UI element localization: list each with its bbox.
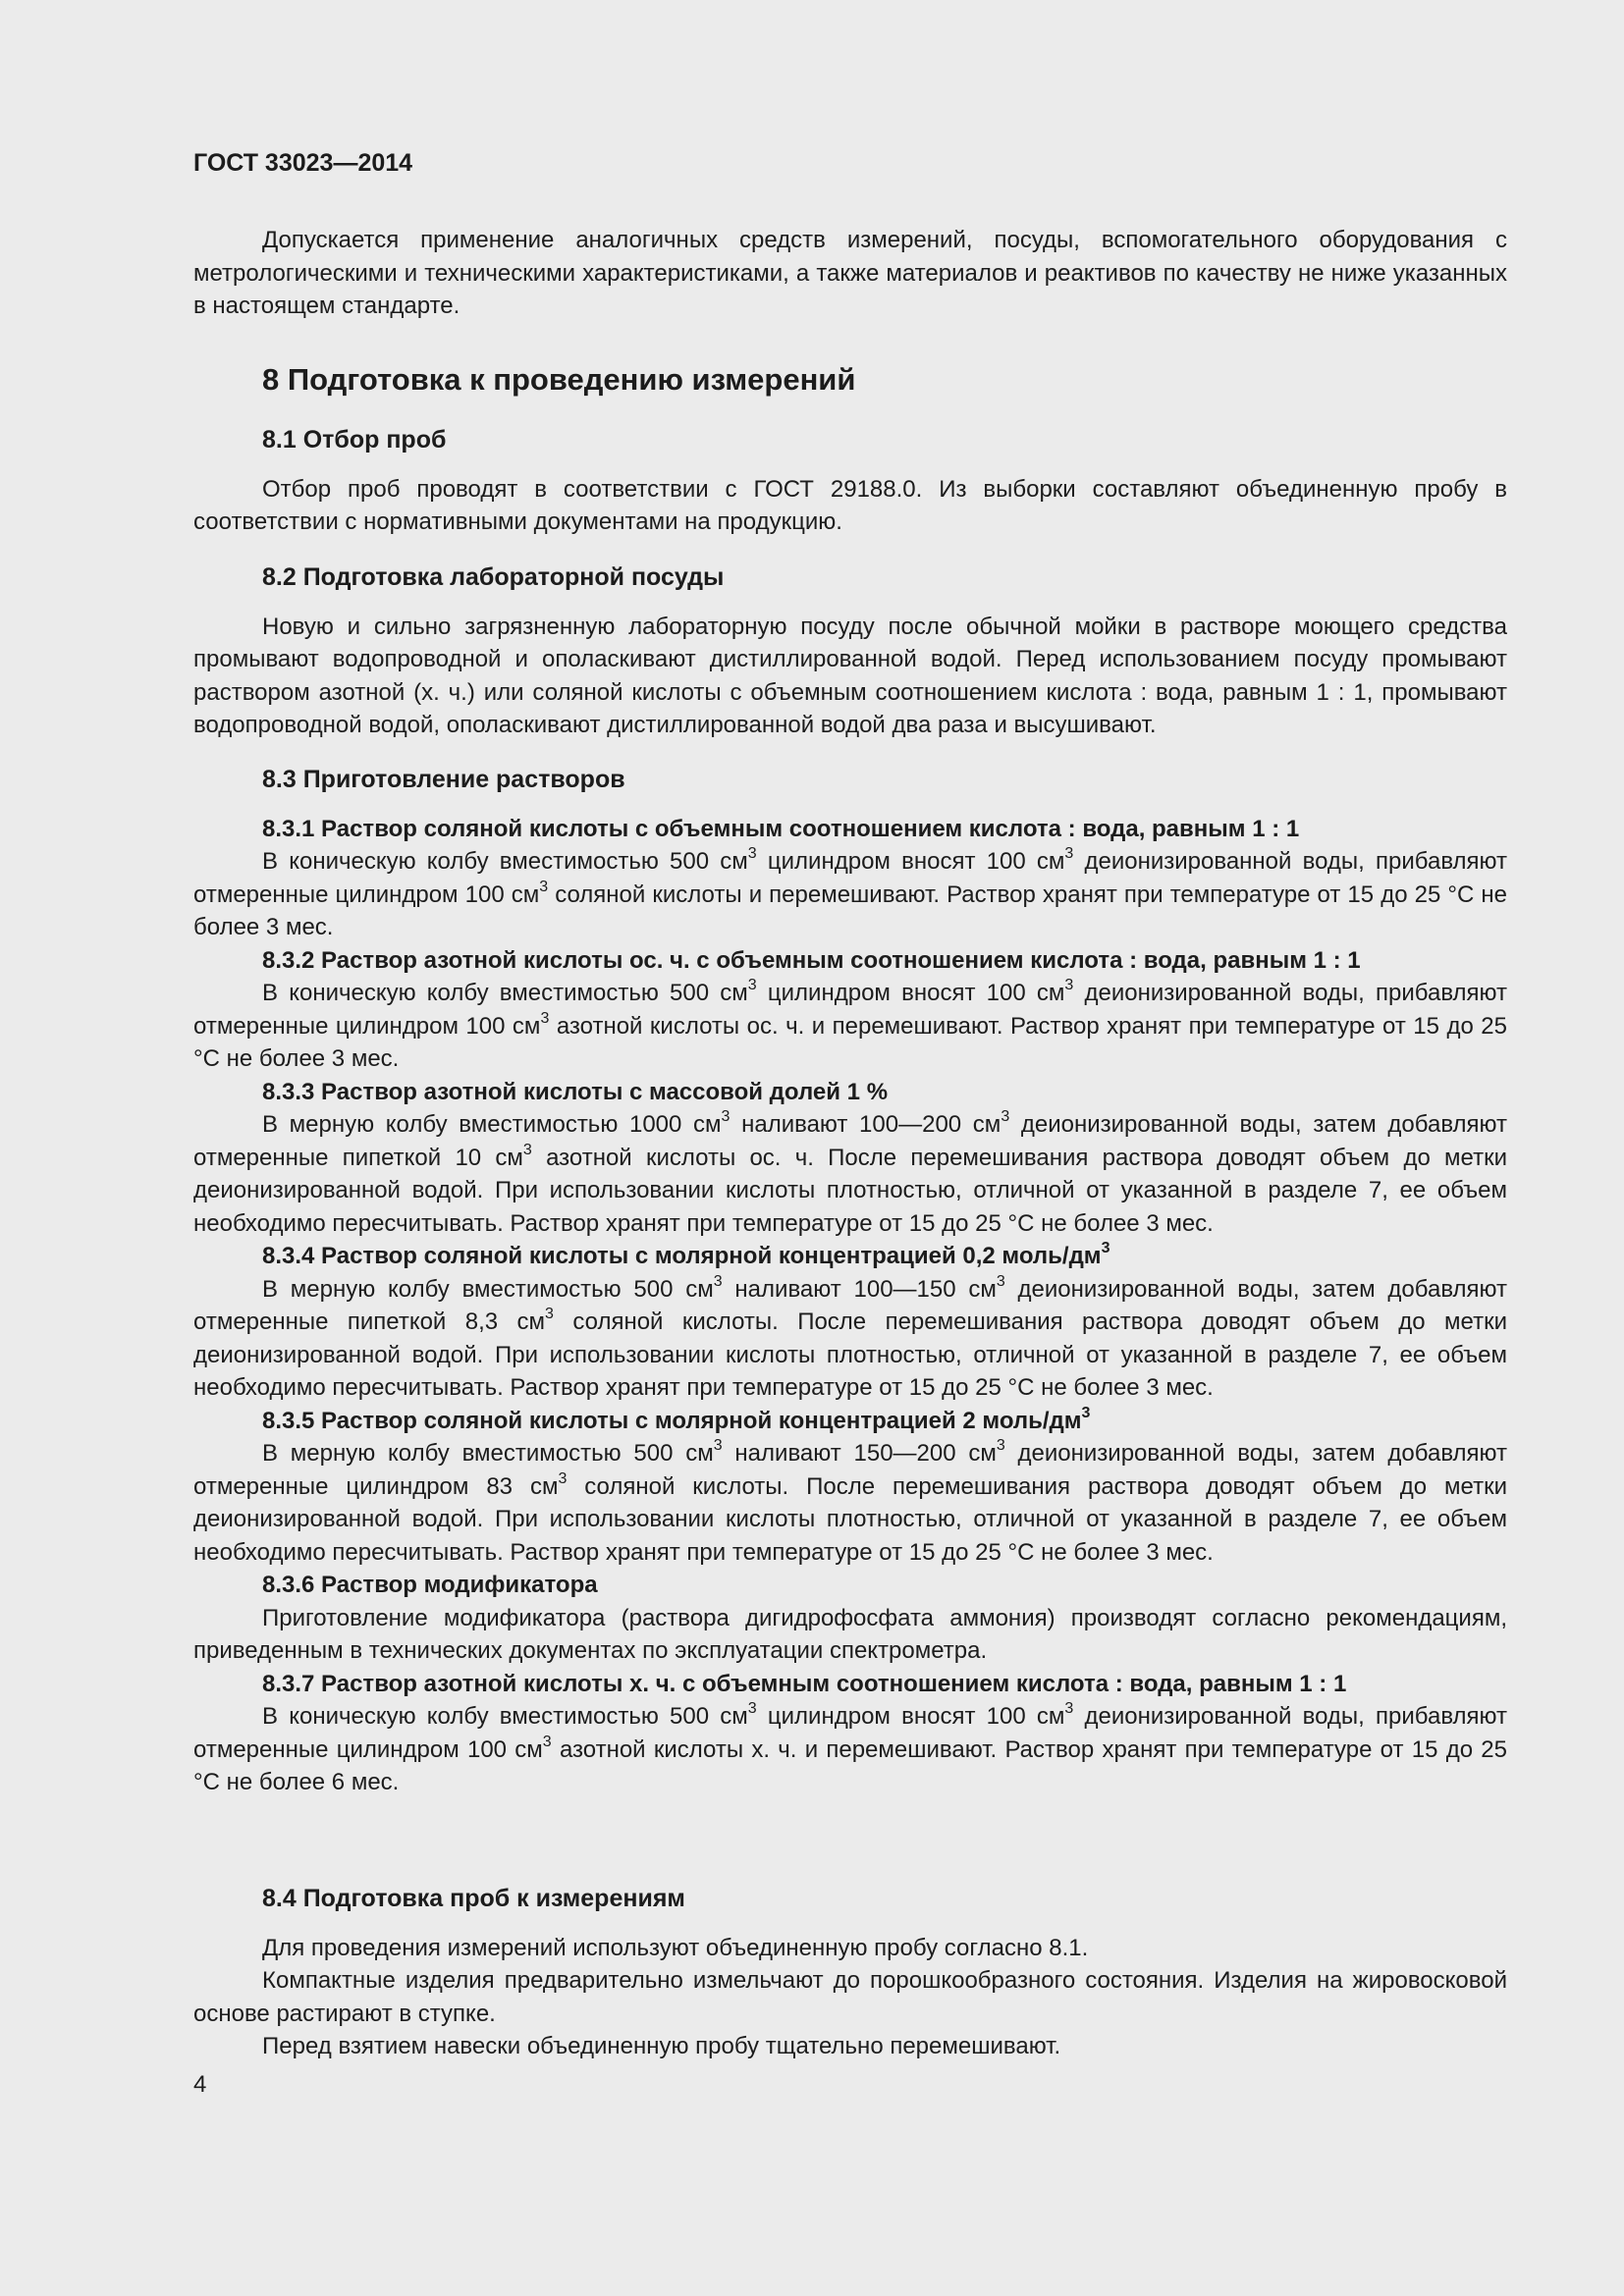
text-segment: деионизированной воды, затем добавляют отмеренные цилиндром 83 см (193, 1440, 1507, 1500)
text-segment: азотной кислоты х. ч. и перемешивают. Раствор хранят при температуре от 15 до 25 °С не более 6 мес. (193, 1735, 1507, 1795)
section-8-4-heading: 8.4 Подготовка проб к измерениям (262, 1885, 685, 1912)
text-segment: наливают 100—150 см (722, 1275, 997, 1303)
sub-8-3-3-heading: 8.3.3 Раствор азотной кислоты с массовой долей 1 % (262, 1078, 889, 1105)
superscript: 3 (747, 845, 757, 862)
sub-8-3-4-heading (193, 1240, 1507, 1273)
sub-8-3-6-text: Приготовление модификатора (раствора дигидрофосфата аммония) производят согласно рекомендациям, приведенным в технических документах по эксплуатации спектрометра. (193, 1604, 1507, 1664)
superscript: 3 (540, 1009, 550, 1027)
section-8-4-p2: Компактные изделия предварительно измельчают до порошкообразного состояния. Изделия на жировосковой основе растирают в ступке. (193, 1967, 1507, 2027)
superscript: 3 (558, 1469, 568, 1487)
text-segment: 8.3.5 Раствор соляной кислоты с молярной концентрацией 2 моль/дм (262, 1407, 1082, 1434)
intro-block (193, 224, 1507, 323)
section-8-4-p3: Перед взятием навески объединенную пробу тщательно перемешивают. (262, 2033, 1061, 2059)
section-8-1-heading: 8.1 Отбор проб (262, 426, 447, 454)
text-segment: наливают 150—200 см (722, 1440, 997, 1467)
page-number: 4 (193, 2071, 207, 2098)
text-segment: цилиндром вносят 100 см (756, 1703, 1065, 1730)
section-8-3-heading: 8.3 Приготовление растворов (262, 766, 625, 793)
sub-8-3-7-heading: 8.3.7 Раствор азотной кислоты х. ч. с объемным соотношением кислота : вода, равным 1 : 1 (262, 1670, 1347, 1697)
superscript: 3 (1064, 1700, 1074, 1717)
superscript: 3 (747, 977, 757, 993)
section-8-2-text: Новую и сильно загрязненную лабораторную посуду после обычной мойки в растворе моющего средства промывают водопроводной и ополаскивают дистиллированной водой. Перед использованием посуду промывают раствором азотной (х. ч.) или соляной кислоты с объемным соотношением кислота : вода, равным 1 : 1, промывают водопроводной водой, ополаскивают дистиллированной водой два раза и высушивают. (193, 613, 1507, 738)
text-segment: В коническую колбу вместимостью 500 см (262, 848, 748, 875)
text-segment: соляной кислоты. После перемешивания раствора доводят объем до метки деионизированной водой. При использовании кислоты плотностью, отличной от указанной в разделе 7, ее объем необходимо пересчитывать. Раствор хранят при температуре от 15 до 25 °С не более 3 мес. (193, 1472, 1507, 1566)
section-8-4 (193, 1883, 1507, 2063)
section-8-1-text: Отбор проб проводят в соответствии с ГОСТ 29188.0. Из выборки составляют объединенную пробу в соответствии с нормативными документами на продукцию. (193, 475, 1507, 535)
text-segment: азотной кислоты ос. ч. После перемешивания раствора доводят объем до метки деионизированной водой. При использовании кислоты плотностью, отличной от указанной в разделе 7, ее объем необходимо пересчитывать. Раствор хранят при температуре от 15 до 25 °С не более 3 мес. (193, 1144, 1507, 1237)
sub-8-3-1-heading: 8.3.1 Раствор соляной кислоты с объемным соотношением кислота : вода, равным 1 : 1 (262, 815, 1300, 842)
text-segment: соляной кислоты и перемешивают. Раствор хранят при температуре от 15 до 25 °С не более 3 мес. (193, 881, 1507, 940)
superscript: 3 (721, 1108, 731, 1125)
section-8 (193, 363, 1507, 397)
text-segment: соляной кислоты. После перемешивания раствора доводят объем до метки деионизированной водой. При использовании кислоты плотностью, отличной от указанной в разделе 7, ее объем необходимо пересчитывать. Раствор хранят при температуре от 15 до 25 °С не более 3 мес. (193, 1308, 1507, 1401)
sub-8-3-6-heading: 8.3.6 Раствор модификатора (262, 1572, 598, 1598)
superscript: 3 (542, 1733, 552, 1750)
superscript: 3 (1064, 845, 1074, 862)
section-8-4-p1: Для проведения измерений используют объединенную пробу согласно 8.1. (262, 1934, 1089, 1961)
text-segment: цилиндром вносят 100 см (756, 980, 1065, 1006)
superscript: 3 (996, 1272, 1005, 1290)
sub-8-3-2-heading: 8.3.2 Раствор азотной кислоты ос. ч. с объемным соотношением кислота : вода, равным 1 : 1 (262, 946, 1361, 974)
sub-8-3-2-text (193, 977, 1507, 1076)
section-8-2-heading: 8.2 Подготовка лабораторной посуды (262, 563, 725, 591)
superscript: 3 (1101, 1240, 1110, 1256)
superscript: 3 (1081, 1404, 1091, 1421)
text-segment: наливают 100—200 см (730, 1111, 1001, 1138)
text-segment: В мерную колбу вместимостью 500 см (262, 1275, 714, 1303)
standard-header: ГОСТ 33023—2014 (193, 149, 413, 177)
sub-8-3-7-text (193, 1700, 1507, 1799)
superscript: 3 (1001, 1108, 1010, 1125)
section-8-2 (193, 561, 1507, 742)
superscript: 3 (545, 1306, 554, 1322)
sub-8-3-1-text (193, 845, 1507, 944)
section-8-1 (193, 424, 1507, 539)
superscript: 3 (713, 1272, 723, 1290)
superscript: 3 (996, 1437, 1005, 1454)
text-segment: В коническую колбу вместимостью 500 см (262, 980, 748, 1006)
text-segment: деионизированной воды, затем добавляют отмеренные пипеткой 10 см (193, 1111, 1507, 1171)
sub-8-3-5-text (193, 1437, 1507, 1569)
text-segment: азотной кислоты ос. ч. и перемешивают. Раствор хранят при температуре от 15 до 25 °С не более 3 мес. (193, 1012, 1507, 1072)
sub-8-3-3-text (193, 1108, 1507, 1240)
text-segment: деионизированной воды, прибавляют отмеренные цилиндром 100 см (193, 848, 1507, 908)
section-8-heading: 8 Подготовка к проведению измерений (262, 362, 856, 397)
text-segment: деионизированной воды, прибавляют отмеренные цилиндром 100 см (193, 1703, 1507, 1763)
sub-8-3-5-heading (193, 1405, 1507, 1438)
superscript: 3 (539, 878, 549, 895)
text-segment: деионизированной воды, прибавляют отмеренные цилиндром 100 см (193, 980, 1507, 1040)
superscript: 3 (713, 1437, 723, 1454)
text-segment: В мерную колбу вместимостью 1000 см (262, 1111, 722, 1138)
text-segment: цилиндром вносят 100 см (756, 848, 1065, 875)
superscript: 3 (522, 1141, 532, 1158)
text-segment: деионизированной воды, затем добавляют отмеренные пипеткой 8,3 см (193, 1275, 1507, 1335)
intro-paragraph: Допускается применение аналогичных средств измерений, посуды, вспомогательного оборудования с метрологическими и техническими характеристиками, а также материалов и реактивов по качеству не ниже указанных в настоящем стандарте. (193, 227, 1507, 319)
sub-8-3-4-text (193, 1273, 1507, 1405)
text-segment: В мерную колбу вместимостью 500 см (262, 1440, 714, 1467)
superscript: 3 (747, 1700, 757, 1717)
section-8-3 (193, 764, 1507, 1799)
text-segment: 8.3.4 Раствор соляной кислоты с молярной концентрацией 0,2 моль/дм (262, 1243, 1102, 1269)
superscript: 3 (1064, 977, 1074, 993)
text-segment: В коническую колбу вместимостью 500 см (262, 1703, 748, 1730)
